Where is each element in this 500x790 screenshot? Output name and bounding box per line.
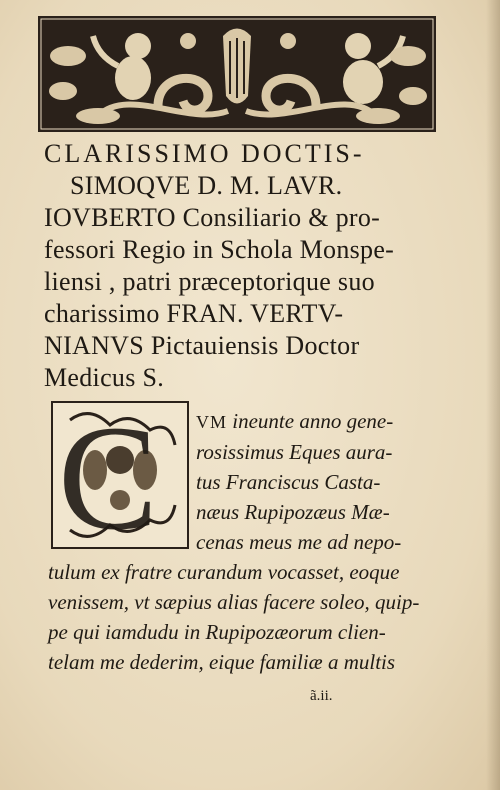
dedication-line: NIANVS Pictauiensis Doctor [44,331,360,360]
page-edge-shadow [486,0,500,790]
dedication-line: IOVBERTO Consiliario & pro- [44,203,381,232]
body-line: tus Franciscus Casta- [196,470,381,494]
dedication-heading [44,138,464,394]
body-line: næus Rupipozæus Mæ- [196,500,390,524]
body-line [48,406,428,437]
body-line: tulum ex fratre curandum vocasset, eoque [48,560,400,584]
dedication-line: SIMOQVE D. M. LAVR. [70,171,343,200]
body-line: cenas meus me ad nepo- [196,530,402,554]
body-paragraph [48,406,428,677]
body-line: telam me dederim, eique familiæ a multis [48,650,396,674]
body-line: rosissimus Eques aura- [196,440,393,464]
signature-mark: ã.ii. [310,688,333,704]
body-line: pe qui iamdudu in Rupipozæorum clien- [48,620,386,644]
dedication-line: charissimo FRAN. VERTV- [44,299,344,328]
dedication-line: liensi , patri præceptorique suo [44,267,375,296]
woodcut-headpiece-ornament [38,16,436,132]
dedication-line: Medicus S. [44,363,164,392]
first-word-caps: VM [196,412,228,432]
drop-cap-letter: C [58,400,159,550]
dedication-line: fessori Regio in Schola Monspe- [44,235,395,264]
dedication-line: CLARISSIMO DOCTIS- [44,139,365,168]
first-line-rest: ineunte anno gene- [227,409,394,433]
body-line: venissem, vt sæpius alias facere soleo, quip- [48,590,420,614]
